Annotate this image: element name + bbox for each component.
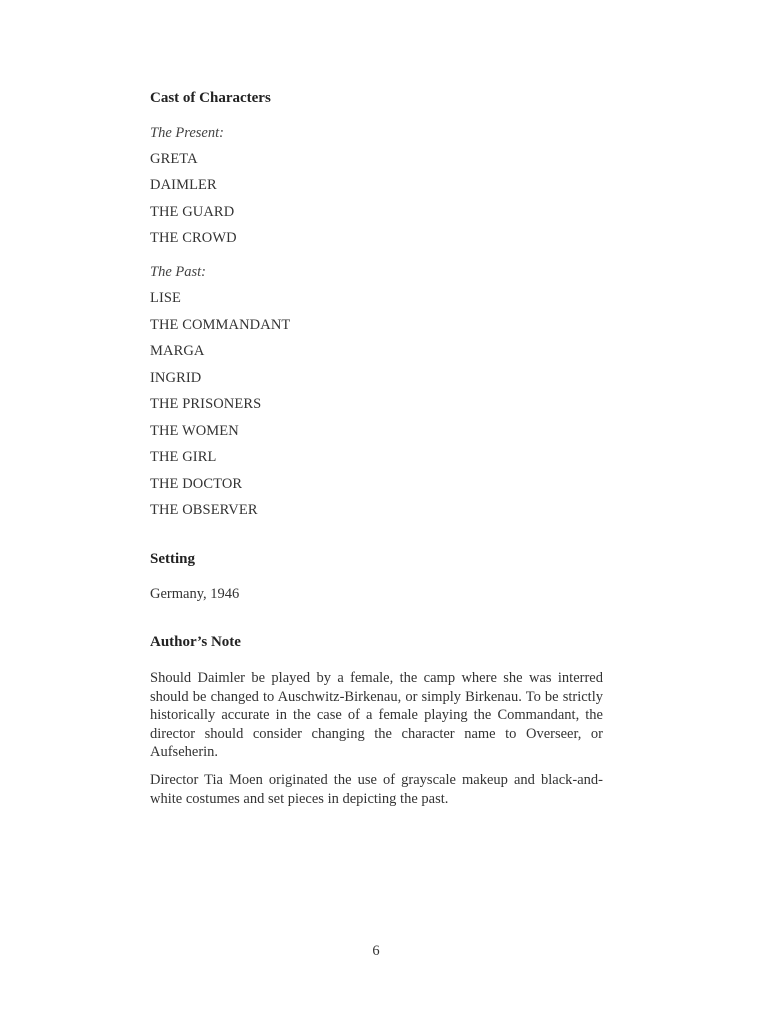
character-the-women: THE WOMEN	[150, 423, 239, 439]
character-the-guard: THE GUARD	[150, 204, 235, 220]
cast-heading: Cast of Characters	[150, 90, 271, 106]
character-the-crowd: THE CROWD	[150, 230, 237, 246]
character-daimler: DAIMLER	[150, 177, 217, 193]
setting-text: Germany, 1946	[150, 586, 240, 602]
character-the-doctor: THE DOCTOR	[150, 476, 243, 492]
character-the-observer: THE OBSERVER	[150, 502, 258, 518]
present-label: The Present:	[150, 125, 224, 141]
authors-note-paragraph-1: Should Daimler be played by a female, the camp where she was interred should be changed to Auschwitz-Birkenau, or simply Birkenau. To be strictly historically accurate in the case of a female playing the Commandant, the director should consider changing the character name to Overseer, or Aufseherin.	[150, 670, 603, 760]
character-the-commandant: THE COMMANDANT	[150, 317, 291, 333]
character-the-prisoners: THE PRISONERS	[150, 396, 262, 412]
character-the-girl: THE GIRL	[150, 449, 217, 465]
character-greta: GRETA	[150, 151, 198, 167]
character-marga: MARGA	[150, 343, 205, 359]
past-label: The Past:	[150, 264, 206, 280]
character-lise: LISE	[150, 290, 182, 306]
setting-heading: Setting	[150, 551, 195, 567]
character-ingrid: INGRID	[150, 370, 202, 386]
authors-note-paragraph-2: Director Tia Moen originated the use of grayscale makeup and black-and-white costumes and set pieces in depicting the past.	[150, 772, 603, 807]
authors-note-heading: Author’s Note	[150, 634, 241, 650]
page-number: 6	[372, 943, 380, 959]
